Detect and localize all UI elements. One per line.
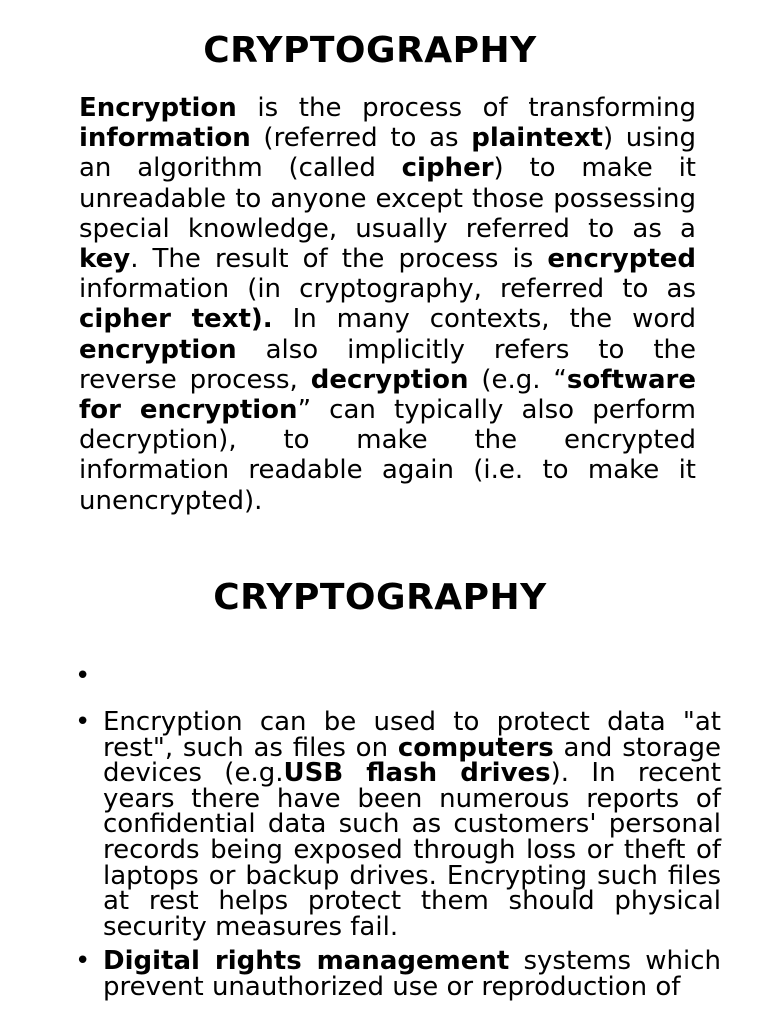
bold-term: software for encryption bbox=[79, 364, 697, 426]
text-run: (e.g. “ bbox=[468, 364, 567, 395]
bold-term: USB flash drives bbox=[283, 758, 551, 789]
bold-term: information bbox=[79, 123, 251, 154]
bold-term: plaintext bbox=[471, 123, 603, 154]
bullet-item-data-at-rest bbox=[45, 707, 721, 942]
text-run: (referred to as bbox=[250, 123, 472, 154]
bullet-dot: • bbox=[75, 946, 91, 977]
bold-term: encryption bbox=[79, 334, 237, 365]
bullet-dot: • bbox=[75, 661, 91, 691]
text-run: In many contexts, the word bbox=[272, 304, 696, 335]
bold-term: decryption bbox=[310, 364, 469, 395]
slide-title: CRYPTOGRAPHY bbox=[203, 30, 537, 71]
bullet-list bbox=[45, 661, 721, 1002]
text-run: ) using an algorithm (called bbox=[79, 123, 696, 184]
bold-term: Encryption bbox=[79, 93, 237, 123]
encryption-definition-paragraph bbox=[79, 93, 696, 516]
text-run: and storage devices (e.g. bbox=[103, 732, 721, 789]
bold-term: computers bbox=[397, 732, 554, 763]
text-run: . The result of the process is bbox=[130, 244, 548, 275]
text-run: ) to make it unreadable to anyone except those possessing special knowledge, usually referred to as a bbox=[79, 153, 696, 244]
bullet-item-drm bbox=[45, 946, 721, 1002]
bold-term: key bbox=[79, 244, 131, 275]
text-run: ” can typically also perform decryption), to make the encrypted information readable again (i.e. to make it unencrypted). bbox=[79, 395, 696, 516]
bold-term: cipher bbox=[401, 153, 494, 184]
text-run: systems which prevent unauthorized use or reproduction of bbox=[103, 946, 721, 1002]
bold-term: Digital rights management bbox=[103, 946, 510, 977]
text-run: ). In recent years there have been numerous reports of confidential data such as customers' personal records being exposed through loss or theft of laptops or backup drives. Encrypting such files at rest helps protect them should physical security measures fail. bbox=[103, 758, 721, 942]
bold-term: encrypted bbox=[547, 244, 696, 275]
text-run: also implicitly refers to the reverse process, bbox=[79, 334, 696, 395]
section-title: CRYPTOGRAPHY bbox=[213, 577, 547, 618]
empty-bullet bbox=[45, 661, 721, 691]
text-run: is the process of transforming bbox=[236, 93, 696, 123]
bullet-dot: • bbox=[75, 707, 91, 737]
text-run: information (in cryptography, referred to as bbox=[79, 274, 696, 305]
bold-term: cipher text). bbox=[79, 304, 273, 335]
text-run: Encryption can be used to protect data "at rest", such as files on bbox=[103, 707, 721, 763]
